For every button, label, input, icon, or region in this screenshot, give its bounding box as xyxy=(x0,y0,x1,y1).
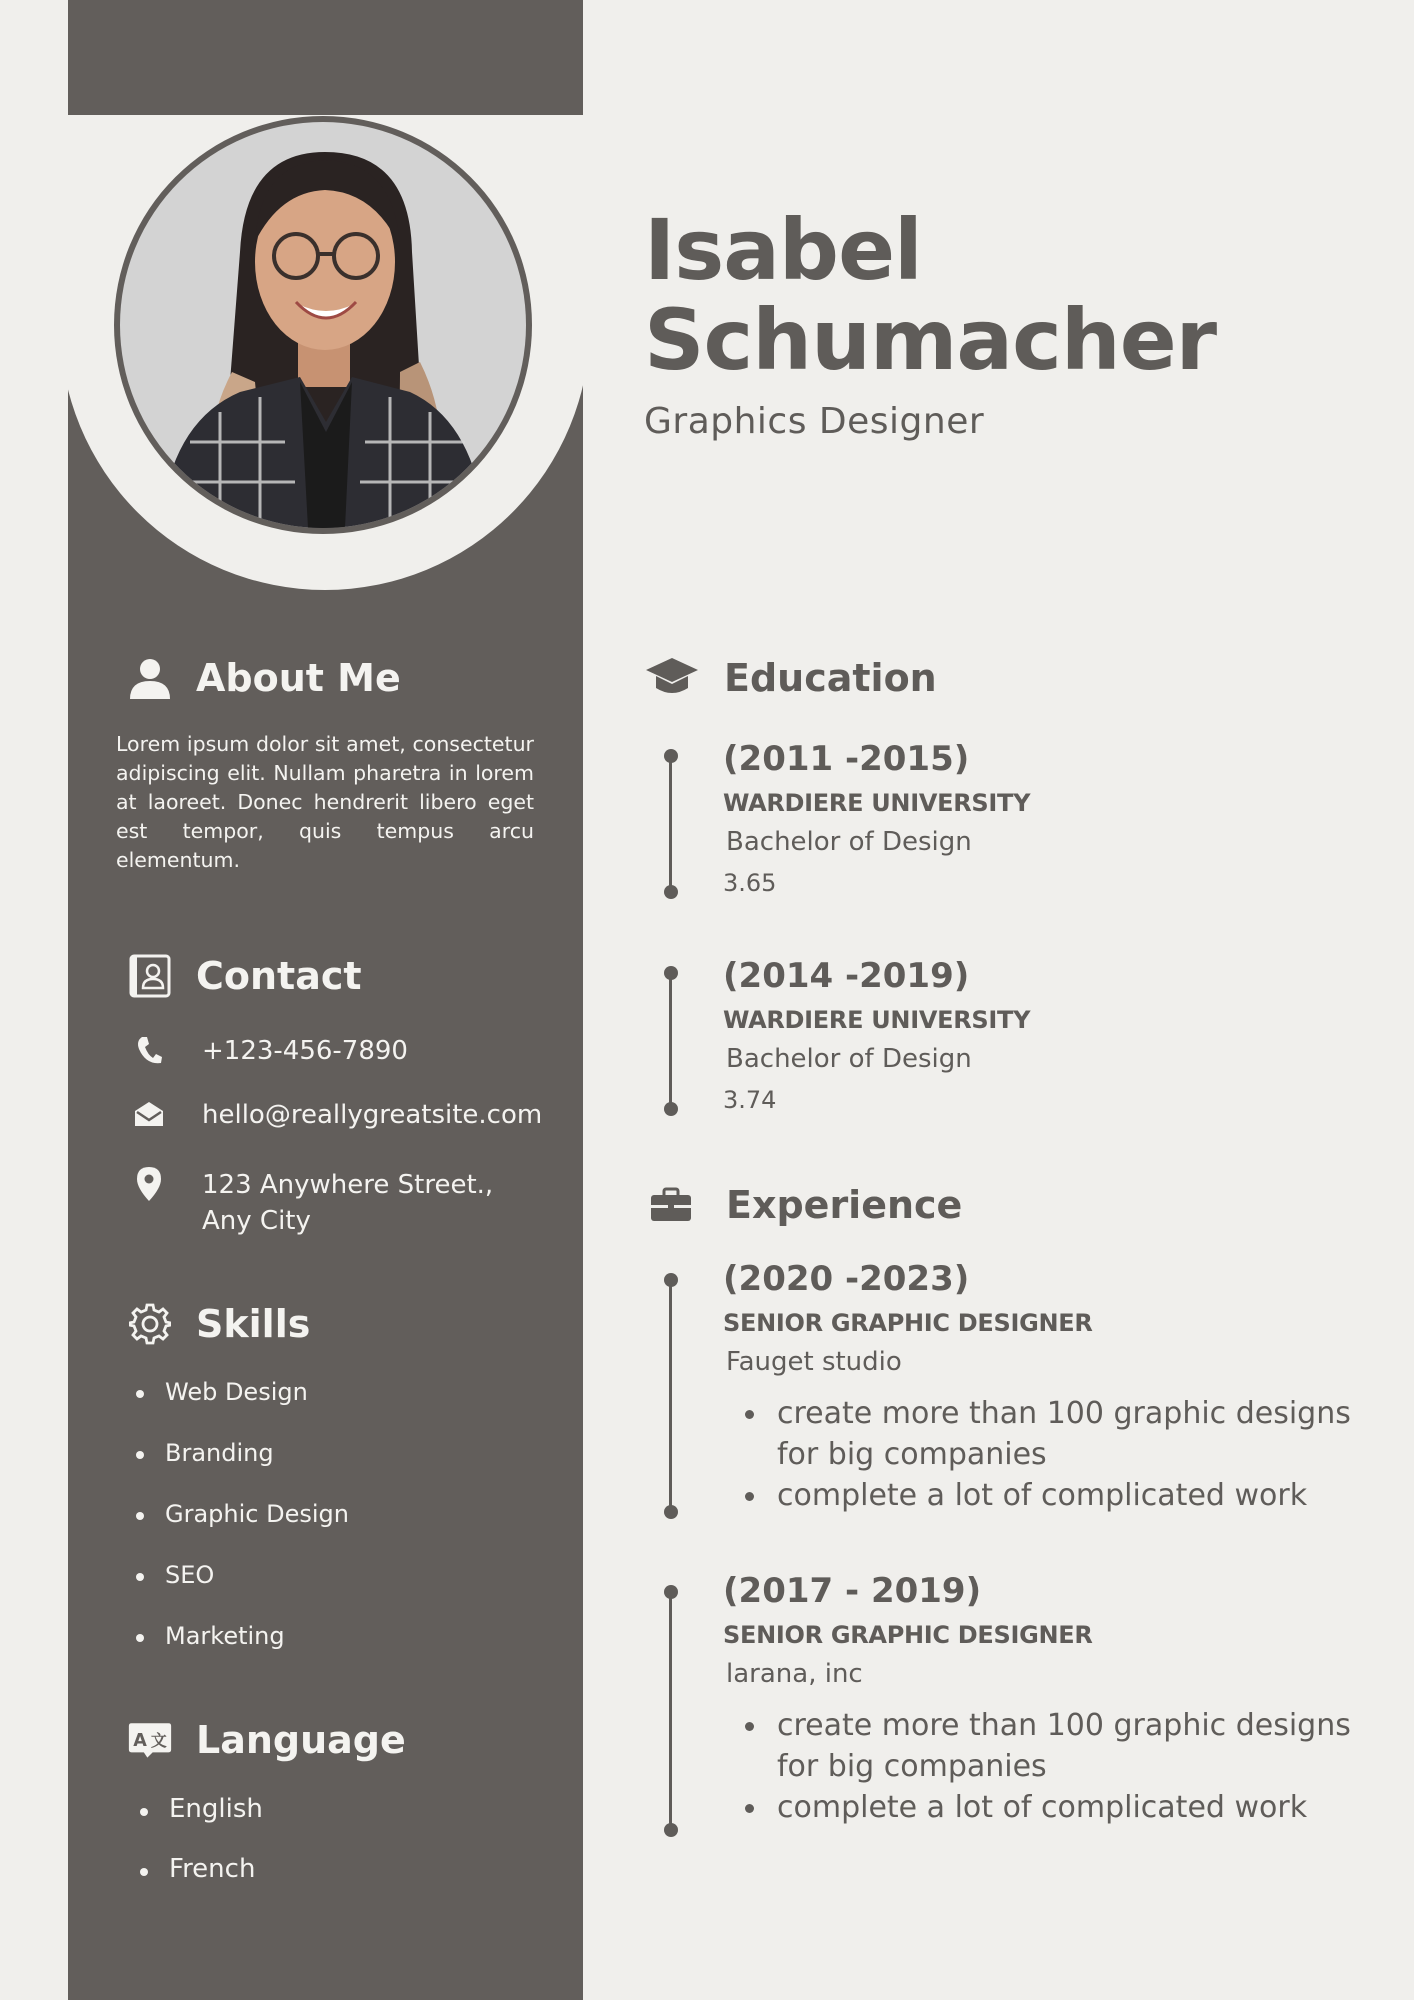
experience-heading xyxy=(650,1183,962,1227)
timeline-dot xyxy=(664,1102,678,1116)
education-period: (2014 -2019) xyxy=(723,956,970,996)
skills-heading xyxy=(128,1302,310,1346)
about-heading-label: About Me xyxy=(196,656,401,700)
experience-bullet: create more than 100 graphic designs for big companies xyxy=(723,1705,1363,1787)
timeline-dot xyxy=(664,885,678,899)
education-gpa: 3.65 xyxy=(723,869,777,897)
phone-number: +123-456-7890 xyxy=(202,1036,408,1066)
experience-entry xyxy=(723,1571,1363,1828)
experience-bullet: complete a lot of complicated work xyxy=(723,1475,1363,1516)
timeline-dot xyxy=(664,1273,678,1287)
contact-heading xyxy=(128,954,362,998)
location-pin-icon xyxy=(132,1167,166,1201)
timeline-line xyxy=(669,1592,672,1830)
experience-period: (2020 -2023) xyxy=(723,1259,970,1299)
contact-phone xyxy=(132,1033,408,1069)
job-title: Graphics Designer xyxy=(644,401,985,442)
experience-bullets xyxy=(723,1705,1363,1828)
svg-text:文: 文 xyxy=(150,1731,167,1751)
education-entry xyxy=(723,956,1030,1114)
graduation-cap-icon xyxy=(646,656,698,700)
experience-company: larana, inc xyxy=(726,1659,863,1689)
about-text: Lorem ipsum dolor sit amet, consectetur adipiscing elit. Nullam pharetra in lorem at laoreet. Donec hendrerit libero eget est tempor, quis tempus arcu elementum. xyxy=(116,732,534,872)
experience-bullet: complete a lot of complicated work xyxy=(723,1787,1363,1828)
education-school: WARDIERE UNIVERSITY xyxy=(723,1006,1031,1034)
timeline-dot xyxy=(664,1505,678,1519)
address-line-1: 123 Anywhere Street., xyxy=(202,1170,494,1200)
address-line-2: Any City xyxy=(202,1206,311,1236)
briefcase-icon xyxy=(650,1187,692,1223)
contact-email xyxy=(132,1097,542,1133)
profile-photo xyxy=(120,122,526,528)
experience-role: SENIOR GRAPHIC DESIGNER xyxy=(723,1309,1093,1337)
experience-bullets xyxy=(723,1393,1363,1516)
timeline-line xyxy=(669,756,672,892)
gear-icon xyxy=(128,1302,172,1346)
experience-bullet: create more than 100 graphic designs for big companies xyxy=(723,1393,1363,1475)
timeline-dot xyxy=(664,749,678,763)
envelope-icon xyxy=(132,1097,166,1131)
timeline-dot xyxy=(664,1585,678,1599)
experience-role: SENIOR GRAPHIC DESIGNER xyxy=(723,1621,1093,1649)
email-address: hello@reallygreatsite.com xyxy=(202,1100,543,1130)
first-name: Isabel xyxy=(644,201,922,299)
name-block xyxy=(644,201,1217,442)
contact-heading-label: Contact xyxy=(196,954,362,998)
timeline-line xyxy=(669,973,672,1109)
education-entry xyxy=(723,739,1030,897)
about-heading xyxy=(128,656,401,700)
skills-heading-label: Skills xyxy=(196,1302,311,1346)
person-icon xyxy=(128,656,172,700)
language-heading xyxy=(128,1718,406,1762)
timeline-line xyxy=(669,1280,672,1512)
education-period: (2011 -2015) xyxy=(723,739,970,779)
education-school: WARDIERE UNIVERSITY xyxy=(723,789,1031,817)
education-degree: Bachelor of Design xyxy=(726,1044,972,1074)
education-gpa: 3.74 xyxy=(723,1086,777,1114)
timeline-dot xyxy=(664,966,678,980)
contact-book-icon xyxy=(128,954,172,998)
timeline-dot xyxy=(664,1823,678,1837)
education-degree: Bachelor of Design xyxy=(726,827,972,857)
translate-icon xyxy=(128,1718,172,1762)
experience-period: (2017 - 2019) xyxy=(723,1571,982,1611)
address xyxy=(202,1167,493,1239)
contact-address xyxy=(132,1167,493,1239)
phone-icon xyxy=(132,1033,166,1067)
education-heading xyxy=(646,656,937,700)
svg-text:A: A xyxy=(133,1731,147,1752)
language-heading-label: Language xyxy=(196,1718,406,1762)
last-name: Schumacher xyxy=(644,291,1217,389)
experience-entry xyxy=(723,1259,1363,1516)
experience-company: Fauget studio xyxy=(726,1347,902,1377)
education-heading-label: Education xyxy=(724,656,937,700)
experience-heading-label: Experience xyxy=(726,1183,963,1227)
